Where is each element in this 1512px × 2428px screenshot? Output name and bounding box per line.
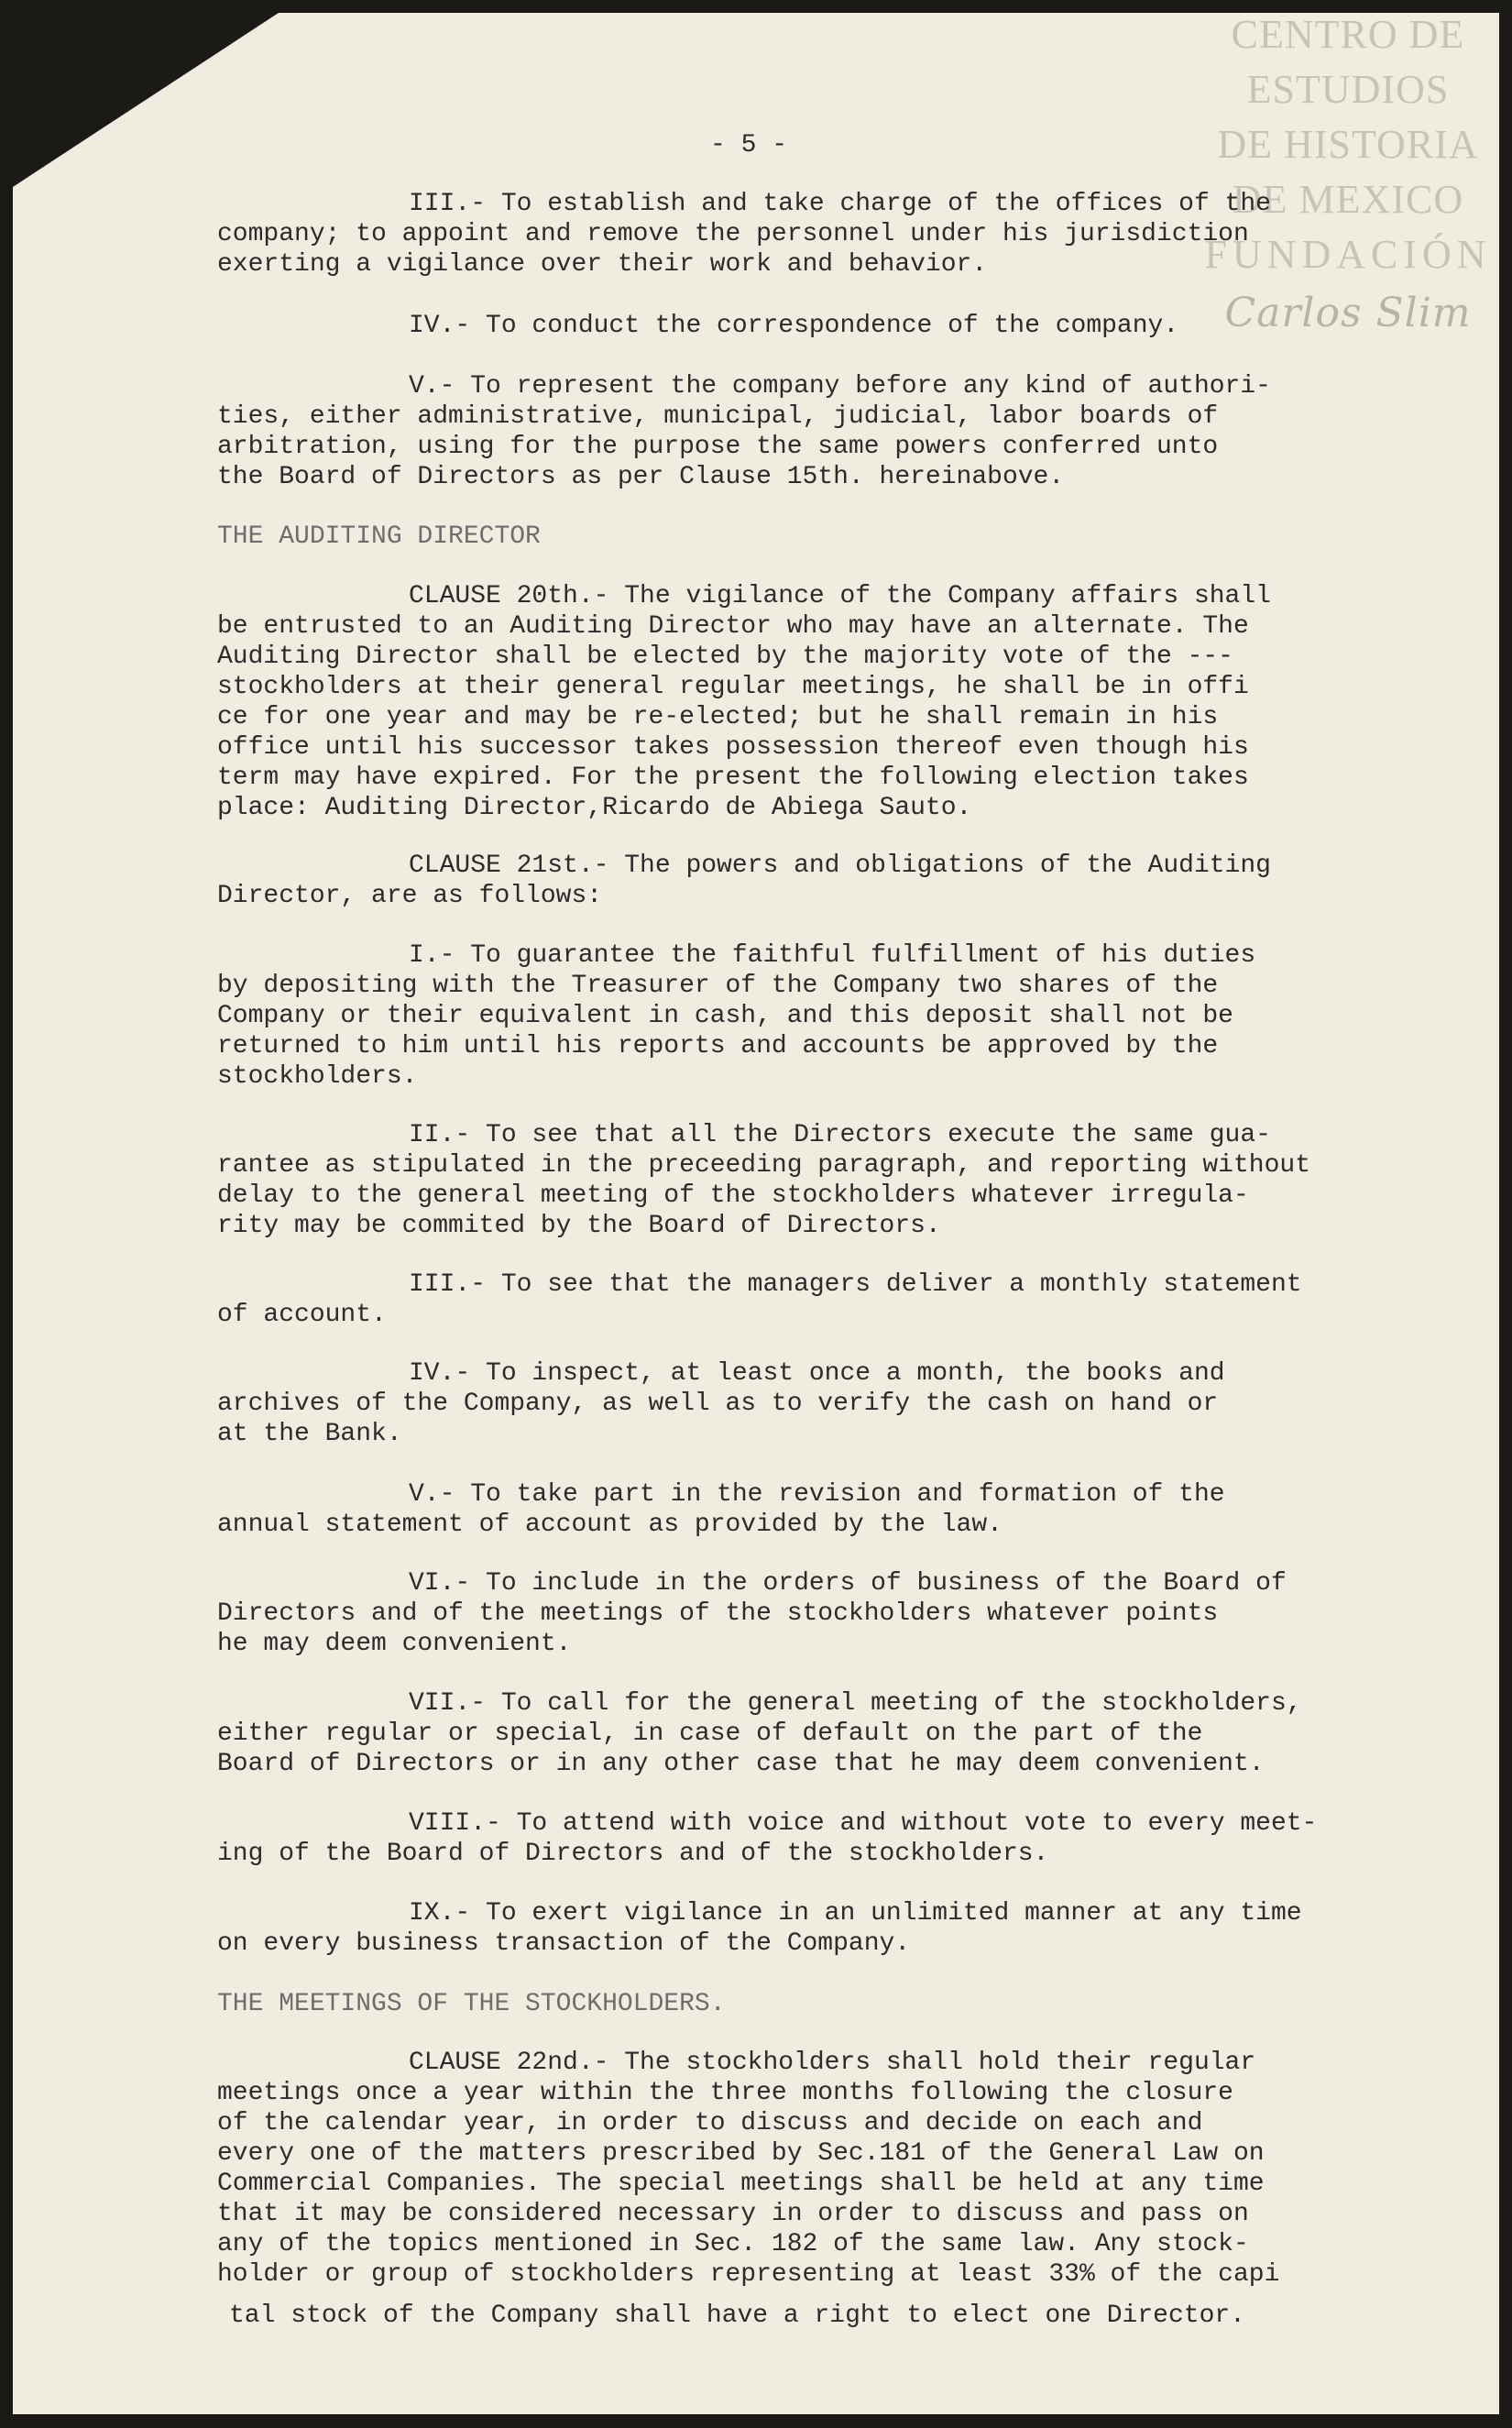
text-line: VIII.- To attend with voice and without vote to every meet- — [409, 1809, 1318, 1838]
watermark-signature: Carlos Slim — [1224, 290, 1472, 336]
text-line: Commercial Companies. The special meetings shall be held at any time — [217, 2170, 1265, 2198]
text-line: of account. — [217, 1301, 387, 1329]
text-line: II.- To see that all the Directors execute the same gua- — [409, 1121, 1271, 1149]
page-number: - 5 - — [710, 131, 788, 159]
text-line: Board of Directors or in any other case that he may deem convenient. — [217, 1750, 1265, 1778]
text-line: CLAUSE 20th.- The vigilance of the Company affairs shall — [409, 582, 1271, 610]
section-heading: THE MEETINGS OF THE STOCKHOLDERS. — [217, 1990, 726, 2018]
text-line: rity may be commited by the Board of Directors. — [217, 1212, 941, 1240]
text-line: IX.- To exert vigilance in an unlimited manner at any time — [409, 1899, 1302, 1928]
text-line: he may deem convenient. — [217, 1630, 572, 1658]
text-line: at the Bank. — [217, 1420, 402, 1448]
text-line: exerting a vigilance over their work and behavior. — [217, 250, 988, 279]
watermark-line: DE MEXICO — [1232, 177, 1464, 222]
text-line: that it may be considered necessary in order to discuss and pass on — [217, 2200, 1249, 2228]
text-line: Auditing Director shall be elected by the majority vote of the --- — [217, 643, 1233, 671]
text-line: ce for one year and may be re-elected; but he shall remain in his — [217, 703, 1219, 731]
text-line: arbitration, using for the purpose the same powers conferred unto — [217, 433, 1219, 461]
archive-watermark — [1197, 7, 1499, 341]
text-line: delay to the general meeting of the stockholders whatever irregula- — [217, 1181, 1249, 1210]
text-line: by depositing with the Treasurer of the Company two shares of the — [217, 972, 1219, 1000]
text-line: meetings once a year within the three months following the closure — [217, 2079, 1233, 2107]
text-line: place: Auditing Director,Ricardo de Abiega Sauto. — [217, 794, 972, 822]
text-line: V.- To represent the company before any kind of authori- — [409, 372, 1271, 401]
text-line: annual statement of account as provided by the law. — [217, 1511, 1003, 1539]
text-line: III.- To see that the managers deliver a monthly statement — [409, 1270, 1302, 1299]
text-line: CLAUSE 21st.- The powers and obligations of the Auditing — [409, 851, 1271, 880]
text-line: term may have expired. For the present the following election takes — [217, 764, 1249, 792]
text-line: office until his successor takes possession thereof even though his — [217, 733, 1249, 762]
text-line: ties, either administrative, municipal, judicial, labor boards of — [217, 402, 1219, 431]
text-line: CLAUSE 22nd.- The stockholders shall hold their regular — [409, 2049, 1256, 2077]
text-line: IV.- To conduct the correspondence of the company. — [409, 312, 1179, 340]
text-line: VI.- To include in the orders of business of the Board of — [409, 1569, 1287, 1598]
watermark-line: DE HISTORIA — [1217, 122, 1479, 167]
text-line: the Board of Directors as per Clause 15th. hereinabove. — [217, 463, 1065, 491]
text-line: either regular or special, in case of default on the part of the — [217, 1719, 1203, 1748]
text-line: rantee as stipulated in the preceeding paragraph, and reporting without — [217, 1151, 1310, 1180]
text-line: Directors and of the meetings of the stockholders whatever points — [217, 1599, 1219, 1628]
text-line: Company or their equivalent in cash, and this deposit shall not be — [217, 1002, 1233, 1030]
text-line: IV.- To inspect, at least once a month, the books and — [409, 1359, 1225, 1388]
text-line: V.- To take part in the revision and formation of the — [409, 1480, 1225, 1509]
text-line: returned to him until his reports and accounts be approved by the — [217, 1032, 1219, 1060]
text-line: of the calendar year, in order to discuss and decide on each and — [217, 2109, 1203, 2137]
text-line: archives of the Company, as well as to verify the cash on hand or — [217, 1390, 1219, 1418]
text-line: I.- To guarantee the faithful fulfillment of his duties — [409, 941, 1256, 970]
text-line: tal stock of the Company shall have a right to elect one Director. — [229, 2302, 1245, 2330]
text-line: be entrusted to an Auditing Director who may have an alternate. The — [217, 612, 1249, 641]
text-line: any of the topics mentioned in Sec. 182 of the same law. Any stock- — [217, 2230, 1249, 2258]
text-line: holder or group of stockholders representing at least 33% of the capi — [217, 2260, 1280, 2289]
watermark-line: ESTUDIOS — [1246, 67, 1450, 112]
watermark-line: CENTRO DE — [1231, 12, 1465, 57]
text-line: VII.- To call for the general meeting of the stockholders, — [409, 1689, 1302, 1718]
text-line: III.- To establish and take charge of the offices of the — [409, 190, 1271, 218]
text-line: on every business transaction of the Company. — [217, 1929, 911, 1958]
text-line: ing of the Board of Directors and of the stockholders. — [217, 1840, 1049, 1868]
text-line: every one of the matters prescribed by Sec.181 of the General Law on — [217, 2139, 1265, 2168]
section-heading: THE AUDITING DIRECTOR — [217, 522, 541, 551]
text-line: company; to appoint and remove the personnel under his jurisdiction — [217, 220, 1249, 248]
text-line: stockholders at their general regular meetings, he shall be in offi — [217, 673, 1249, 701]
text-line: Director, are as follows: — [217, 882, 603, 910]
text-line: stockholders. — [217, 1062, 418, 1091]
watermark-line: FUNDACIÓN — [1204, 232, 1492, 277]
